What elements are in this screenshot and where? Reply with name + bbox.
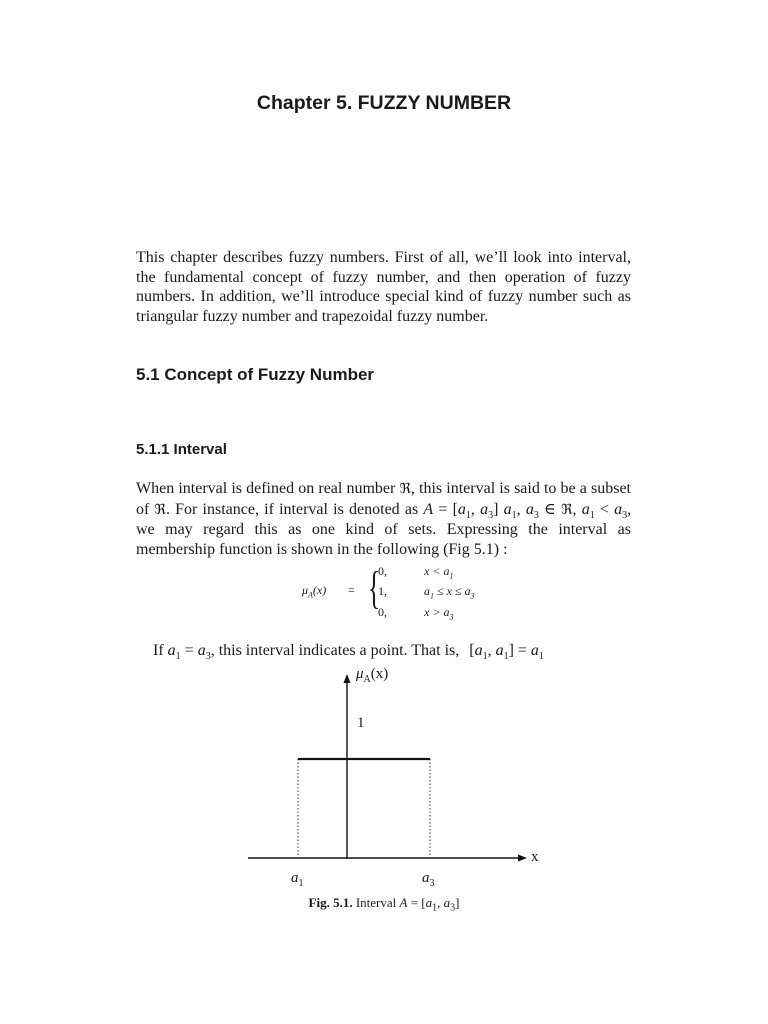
equation-case-row: 0, $x < a_1$ xyxy=(378,564,454,581)
chapter-title: Chapter 5. FUZZY NUMBER xyxy=(256,92,512,114)
equation-lhs: $\mu_A(x)$ xyxy=(302,583,327,600)
interval-plot xyxy=(230,662,560,892)
interval-figure xyxy=(230,662,560,892)
y-axis-label: $\mu_A(x)$ xyxy=(356,666,389,685)
a1-tick-label: $a_1$ xyxy=(291,870,304,889)
membership-function-equation xyxy=(300,562,500,626)
equation-case-row: 1, $a_1 \le x \le a_3$ xyxy=(378,584,475,601)
x-axis-arrow xyxy=(518,855,527,862)
y-axis-arrow xyxy=(344,674,351,683)
equation-brace: { xyxy=(368,562,381,613)
x-axis-label: x xyxy=(531,849,539,865)
figure-caption: Fig. 5.1. Interval $A = [a_1$, $a_3$] xyxy=(308,895,460,914)
real-number-symbol: ℜ xyxy=(399,481,411,497)
equation-equals: = xyxy=(348,583,355,597)
section-heading: 5.1 Concept of Fuzzy Number xyxy=(136,365,375,384)
a3-tick-label: $a_3$ xyxy=(422,870,435,889)
subsection-heading: 5.1.1 Interval xyxy=(136,441,227,458)
membership-one-label: 1 xyxy=(357,715,365,731)
equation-case-row: 0, $x > a_3$ xyxy=(378,605,454,622)
interval-paragraph: When interval is defined on real number ℜ, this interval is said to be a subset of ℜ. For instance, if interval is denoted as $A = [a_1$, $a_3$] $a_1$, $a_3$ ∈ ℜ, $a_1 < a_3$, we may regard this as one kind of sets. Expressing the interval as membership function is shown in the following (Fig 5.1) : xyxy=(136,480,632,558)
point-statement: If $a_1 = a_3$, this interval indicates a point. That is, [$a_1$, $a_1] = a_1$ xyxy=(153,642,544,663)
intro-paragraph: This chapter describes fuzzy numbers. First of all, we’ll look into interval, the fundamental concept of fuzzy number, and then operation of fuzzy numbers. In addition, we’ll introduce special kind of fuzzy number such as triangular fuzzy number and trapezoidal fuzzy number. xyxy=(136,249,631,325)
